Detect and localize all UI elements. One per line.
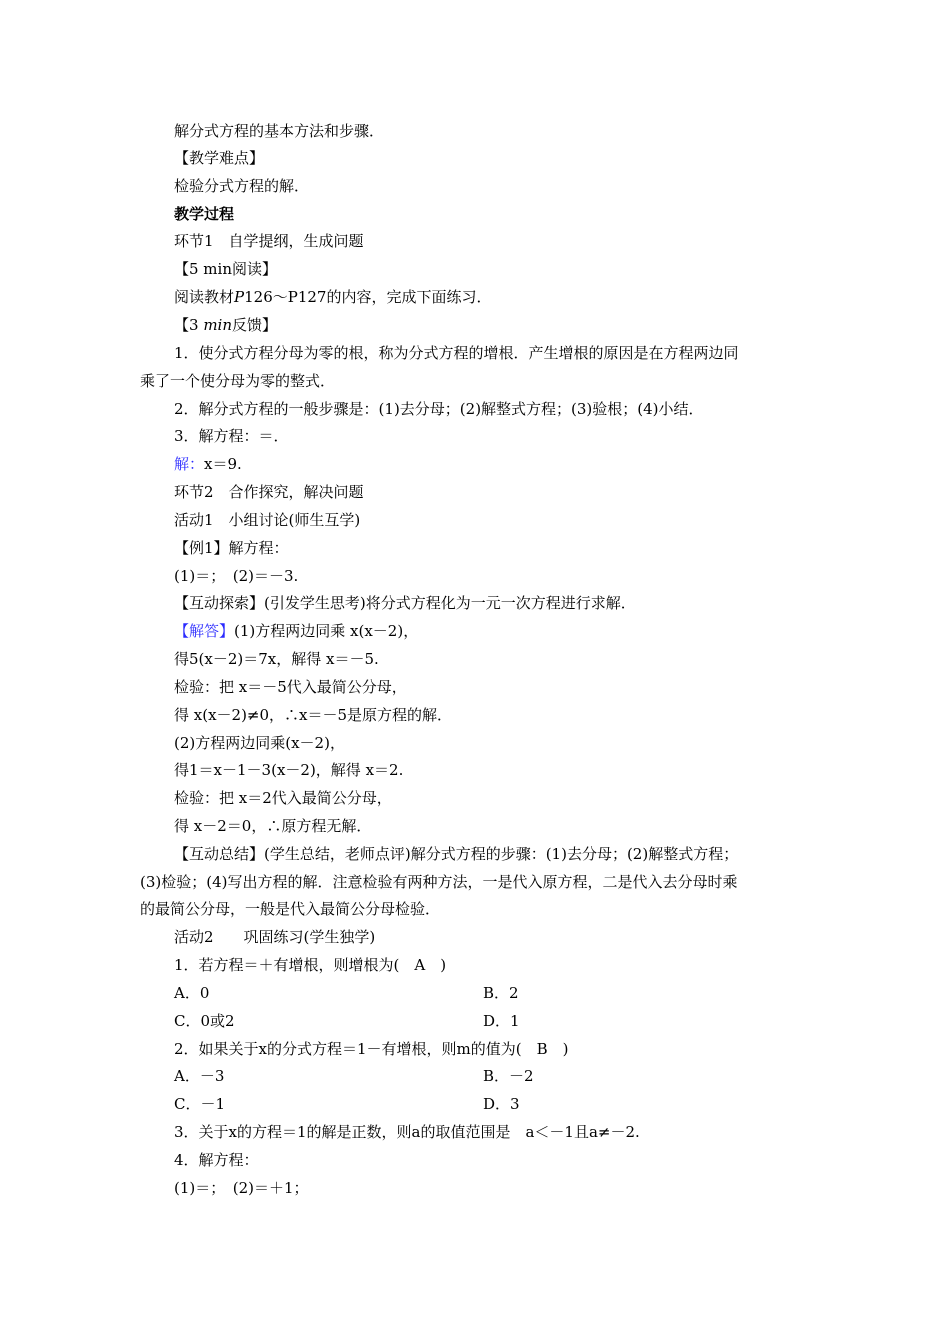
exercise-3: 3．关于x的方程＝1的解是正数，则a的取值范围是 a＜－1且a≠－2. bbox=[174, 1123, 640, 1141]
solution-line-3: 检验：把 x＝－5代入最简公分母， bbox=[174, 678, 407, 696]
summary-line-1: 【互动总结】(学生总结，老师点评)解分式方程的步骤：(1)去分母；(2)解整式方程； bbox=[174, 845, 739, 863]
reading-text: 阅读教材P126～P127的内容，完成下面练习． bbox=[174, 288, 492, 306]
example-1-equations: (1)＝； (2)＝－3. bbox=[174, 567, 299, 585]
solution-line-7: 检验：把 x＝2代入最简公分母， bbox=[174, 789, 392, 807]
exercise-4: 4．解方程： bbox=[174, 1151, 259, 1169]
solution-line-2: 得5(x－2)＝7x，解得 x＝－5. bbox=[174, 650, 379, 668]
section-1-heading: 环节1 自学提纲，生成问题 bbox=[174, 232, 364, 250]
solution-line-5: (2)方程两边同乘(x－2)， bbox=[174, 734, 345, 752]
example-1-heading: 【例1】解方程： bbox=[174, 539, 289, 557]
exercise-2-option-c: C．－1 bbox=[174, 1095, 226, 1113]
exercise-2-option-a: A．－3 bbox=[174, 1067, 225, 1085]
exercise-2-option-d: D．3 bbox=[483, 1095, 520, 1113]
exercise-1-option-d: D．1 bbox=[483, 1012, 520, 1030]
difficulty-text: 检验分式方程的解． bbox=[174, 177, 310, 195]
explore-text: 【互动探索】(引发学生思考)将分式方程化为一元一次方程进行求解． bbox=[174, 594, 636, 612]
exercise-1: 1．若方程＝＋有增根，则增根为( A ) bbox=[174, 956, 447, 974]
feedback-item-1-cont: 乘了一个使分母为零的整式． bbox=[140, 372, 336, 390]
key-point-text: 解分式方程的基本方法和步骤． bbox=[174, 122, 385, 140]
exercise-1-option-c: C．0或2 bbox=[174, 1012, 235, 1030]
summary-line-3: 的最简公分母，一般是代入最简公分母检验． bbox=[140, 900, 441, 918]
solution-line-1: 【解答】(1)方程两边同乘 x(x－2)， bbox=[174, 622, 419, 640]
section-2-heading: 环节2 合作探究，解决问题 bbox=[174, 483, 364, 501]
activity-2-heading: 活动2 巩固练习(学生独学) bbox=[174, 928, 376, 946]
summary-line-2: (3)检验；(4)写出方程的解．注意检验有两种方法，一是代入原方程，二是代入去分母时乘 bbox=[140, 873, 738, 891]
process-heading: 教学过程 bbox=[174, 205, 235, 223]
exercise-4-equations: (1)＝； (2)＝＋1； bbox=[174, 1179, 309, 1197]
difficulty-heading: 【教学难点】 bbox=[174, 149, 265, 167]
feedback-item-2: 2．解分式方程的一般步骤是：(1)去分母；(2)解整式方程；(3)验根；(4)小结． bbox=[174, 400, 704, 418]
exercise-1-option-a: A．0 bbox=[174, 984, 210, 1002]
solution-line-8: 得 x－2＝0，∴原方程无解． bbox=[174, 817, 372, 835]
feedback-heading: 【3 min反馈】 bbox=[174, 316, 278, 334]
solution-line-4: 得 x(x－2)≠0，∴x＝－5是原方程的解． bbox=[174, 706, 453, 724]
exercise-2: 2．如果关于x的分式方程＝1－有增根，则m的值为( B ) bbox=[174, 1040, 569, 1058]
exercise-1-option-b: B．2 bbox=[483, 984, 519, 1002]
reading-heading: 【5 min阅读】 bbox=[174, 260, 277, 278]
feedback-answer: 解：x＝9. bbox=[174, 455, 242, 473]
activity-1-heading: 活动1 小组讨论(师生互学) bbox=[174, 511, 361, 529]
solution-line-6: 得1＝x－1－3(x－2)，解得 x＝2. bbox=[174, 761, 404, 779]
exercise-2-option-b: B．－2 bbox=[483, 1067, 534, 1085]
feedback-item-1: 1．使分式方程分母为零的根，称为分式方程的增根．产生增根的原因是在方程两边同 bbox=[174, 344, 739, 362]
feedback-item-3: 3．解方程：＝． bbox=[174, 427, 289, 445]
